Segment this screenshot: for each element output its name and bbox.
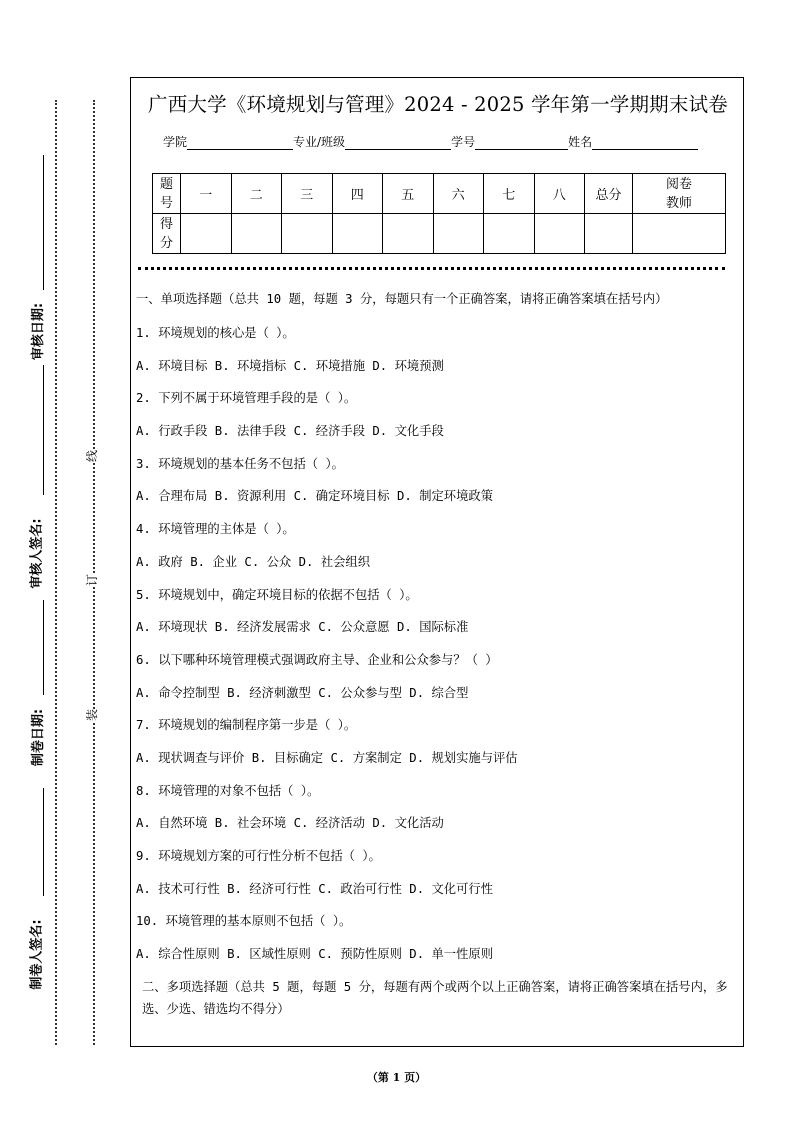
question-3: 3. 环境规划的基本任务不包括（ ）。 xyxy=(136,456,344,471)
section-1-heading: 一、单项选择题（总共 10 题，每题 3 分，每题只有一个正确答案，请将正确答案填在括号内） xyxy=(136,292,668,306)
binding-cut-line xyxy=(93,100,95,1045)
score-cell-5[interactable] xyxy=(383,214,434,254)
question-5-options: A. 环境现状 B. 经济发展需求 C. 公众意愿 D. 国际标准 xyxy=(136,620,469,635)
maker-date-label: 制卷日期: xyxy=(31,708,47,767)
sign-line-maker-sign xyxy=(43,788,44,896)
binding-mark-xian: 线 xyxy=(85,449,100,463)
binding-mark-ding: 订 xyxy=(85,573,100,587)
col-5: 五 xyxy=(383,174,434,214)
page-number: （第 1 页） xyxy=(366,1071,427,1084)
question-1: 1. 环境规划的核心是（ ）。 xyxy=(136,326,295,340)
col-7: 七 xyxy=(484,174,535,214)
col-2: 二 xyxy=(231,174,282,214)
exam-frame xyxy=(130,77,744,1047)
sign-line-reviewer-date xyxy=(43,155,44,290)
score-cell-3[interactable] xyxy=(282,214,333,254)
col-6: 六 xyxy=(433,174,484,214)
reviewer-date-label: 审核日期: xyxy=(31,302,47,361)
reviewer-sign-label: 审核人签名: xyxy=(29,518,45,589)
question-9-options: A. 技术可行性 B. 经济可行性 C. 政治可行性 D. 文化可行性 xyxy=(136,881,493,896)
score-cell-total[interactable] xyxy=(585,214,633,254)
question-10: 10. 环境管理的基本原则不包括（ ）。 xyxy=(136,914,352,929)
maker-sign-label: 制卷人签名: xyxy=(29,919,45,990)
question-4: 4. 环境管理的主体是（ ）。 xyxy=(136,522,295,537)
score-table xyxy=(152,173,726,254)
col-1: 一 xyxy=(181,174,232,214)
row-label-question-no: 题 号 xyxy=(153,174,181,214)
college-label: 学院 xyxy=(163,135,188,149)
col-3: 三 xyxy=(282,174,333,214)
col-total: 总分 xyxy=(585,174,633,214)
header-separator xyxy=(138,267,725,270)
student-info-row xyxy=(163,133,698,150)
sign-line-reviewer-sign xyxy=(43,365,44,495)
question-6-options: A. 命令控制型 B. 经济刺激型 C. 公众参与型 D. 综合型 xyxy=(136,685,469,700)
sign-line-maker-date xyxy=(43,600,44,695)
score-table-header-row xyxy=(153,174,726,214)
question-2-options: A. 行政手段 B. 法律手段 C. 经济手段 D. 文化手段 xyxy=(136,424,444,439)
binding-dotted-line xyxy=(55,100,57,1045)
row-label-score: 得 分 xyxy=(153,214,181,254)
score-cell-reviewer[interactable] xyxy=(633,214,726,254)
question-2: 2. 下列不属于环境管理手段的是（ ）。 xyxy=(136,391,357,406)
question-7: 7. 环境规划的编制程序第一步是（ ）。 xyxy=(136,718,357,733)
score-cell-2[interactable] xyxy=(231,214,282,254)
major-label: 专业/班级 xyxy=(293,135,346,149)
question-4-options: A. 政府 B. 企业 C. 公众 D. 社会组织 xyxy=(136,554,371,569)
score-cell-6[interactable] xyxy=(433,214,484,254)
col-8: 八 xyxy=(534,174,585,214)
score-cell-1[interactable] xyxy=(181,214,232,254)
college-field[interactable] xyxy=(187,136,293,150)
question-9: 9. 环境规划方案的可行性分析不包括（ ）。 xyxy=(136,849,381,863)
score-cell-8[interactable] xyxy=(534,214,585,254)
col-4: 四 xyxy=(332,174,383,214)
student-id-label: 学号 xyxy=(451,135,476,149)
question-1-options: A. 环境目标 B. 环境指标 C. 环境措施 D. 环境预测 xyxy=(136,358,444,373)
question-8: 8. 环境管理的对象不包括（ ）。 xyxy=(136,783,320,798)
score-cell-7[interactable] xyxy=(484,214,535,254)
exam-title: 广西大学《环境规划与管理》2024 - 2025 学年第一学期期末试卷 xyxy=(148,93,728,116)
col-reviewer: 阅卷 教师 xyxy=(633,174,726,214)
binding-mark-zhuang: 装 xyxy=(85,708,100,722)
question-7-options: A. 现状调查与评价 B. 目标确定 C. 方案制定 D. 规划实施与评估 xyxy=(136,750,518,765)
name-field[interactable] xyxy=(592,136,698,150)
question-6: 6. 以下哪种环境管理模式强调政府主导、企业和公众参与？（ ） xyxy=(136,652,498,667)
question-3-options: A. 合理布局 B. 资源利用 C. 确定环境目标 D. 制定环境政策 xyxy=(136,489,493,504)
questions-body xyxy=(136,288,740,1020)
question-8-options: A. 自然环境 B. 社会环境 C. 经济活动 D. 文化活动 xyxy=(136,816,444,831)
score-table-score-row xyxy=(153,214,726,254)
question-10-options: A. 综合性原则 B. 区域性原则 C. 预防性原则 D. 单一性原则 xyxy=(136,947,493,962)
major-field[interactable] xyxy=(345,136,451,150)
section-2-heading: 二、多项选择题（总共 5 题，每题 5 分，每题有两个或两个以上正确答案，请将正确答案填在括号内，多选、少选、错选均不得分） xyxy=(142,979,728,1016)
name-label: 姓名 xyxy=(568,135,593,149)
student-id-field[interactable] xyxy=(475,136,568,150)
score-cell-4[interactable] xyxy=(332,214,383,254)
question-5: 5. 环境规划中，确定环境目标的依据不包括（ ）。 xyxy=(136,587,418,602)
